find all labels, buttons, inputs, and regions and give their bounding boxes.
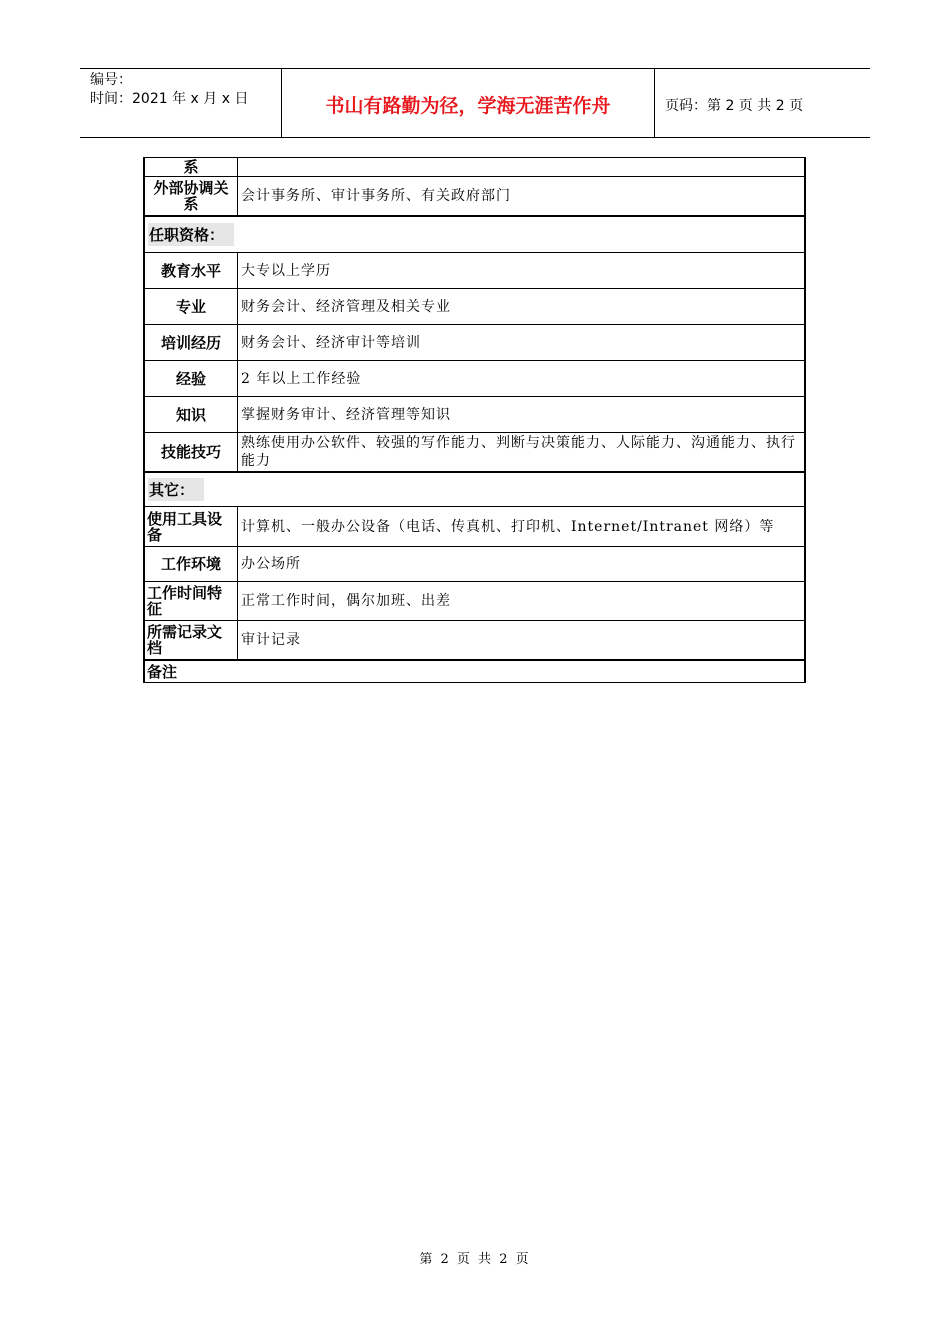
job-description-table (143, 157, 806, 683)
row-label: 外部协调关系 (145, 177, 238, 215)
row-value: 熟练使用办公软件、较强的写作能力、判断与决策能力、人际能力、沟通能力、执行能力 (241, 435, 796, 469)
row-label: 教育水平 (145, 253, 238, 288)
table-row (143, 507, 806, 547)
page-header (80, 68, 870, 138)
row-label: 系 (145, 158, 238, 176)
table-row (143, 433, 806, 473)
row-value: 财务会计、经济审计等培训 (241, 334, 421, 351)
row-label: 培训经历 (145, 325, 238, 360)
row-value: 会计事务所、审计事务所、有关政府部门 (241, 188, 511, 204)
table-row (143, 582, 806, 621)
header-page-cell (655, 69, 870, 137)
section-title: 其它： (148, 478, 204, 501)
page-info: 页码：第 2 页 共 2 页 (665, 98, 804, 114)
row-value: 计算机、一般办公设备（电话、传真机、打印机、Internet/Intranet 网络）等 (241, 518, 775, 535)
motto: 书山有路勤为径，学海无涯苦作舟 (325, 95, 611, 117)
row-label: 使用工具设备 (145, 507, 238, 546)
table-row (143, 289, 806, 325)
row-value: 掌握财务审计、经济管理等知识 (241, 406, 451, 423)
row-label: 所需记录文档 (145, 621, 238, 659)
row-value: 2 年以上工作经验 (241, 370, 362, 387)
row-label: 技能技巧 (145, 433, 238, 471)
row-label: 经验 (145, 361, 238, 396)
table-row (143, 325, 806, 361)
table-row (143, 157, 806, 177)
row-value: 正常工作时间，偶尔加班、出差 (241, 593, 451, 609)
section-header-other (143, 473, 806, 507)
row-value: 财务会计、经济管理及相关专业 (241, 298, 451, 315)
table-row (143, 177, 806, 217)
document-number: 编号： (90, 72, 132, 88)
table-row (143, 547, 806, 582)
row-value: 审计记录 (241, 632, 301, 648)
document-date: 时间：2021 年 x 月 x 日 (90, 91, 249, 107)
row-label: 工作时间特征 (145, 582, 238, 620)
header-meta (80, 69, 282, 137)
page-footer: 第 2 页 共 2 页 (419, 1252, 531, 1267)
section-header-qualifications (143, 217, 806, 253)
table-row (143, 621, 806, 661)
row-label: 专业 (145, 289, 238, 324)
table-row (143, 361, 806, 397)
row-value: 大专以上学历 (241, 262, 331, 279)
row-value: 办公场所 (241, 556, 301, 572)
table-row-remarks (143, 661, 806, 683)
remarks-label: 备注 (147, 663, 178, 681)
table-row (143, 397, 806, 433)
row-label: 知识 (145, 397, 238, 432)
section-title: 任职资格： (148, 223, 234, 246)
header-motto-cell (282, 69, 655, 137)
table-row (143, 253, 806, 289)
row-value (238, 158, 804, 176)
row-label: 工作环境 (145, 547, 238, 581)
